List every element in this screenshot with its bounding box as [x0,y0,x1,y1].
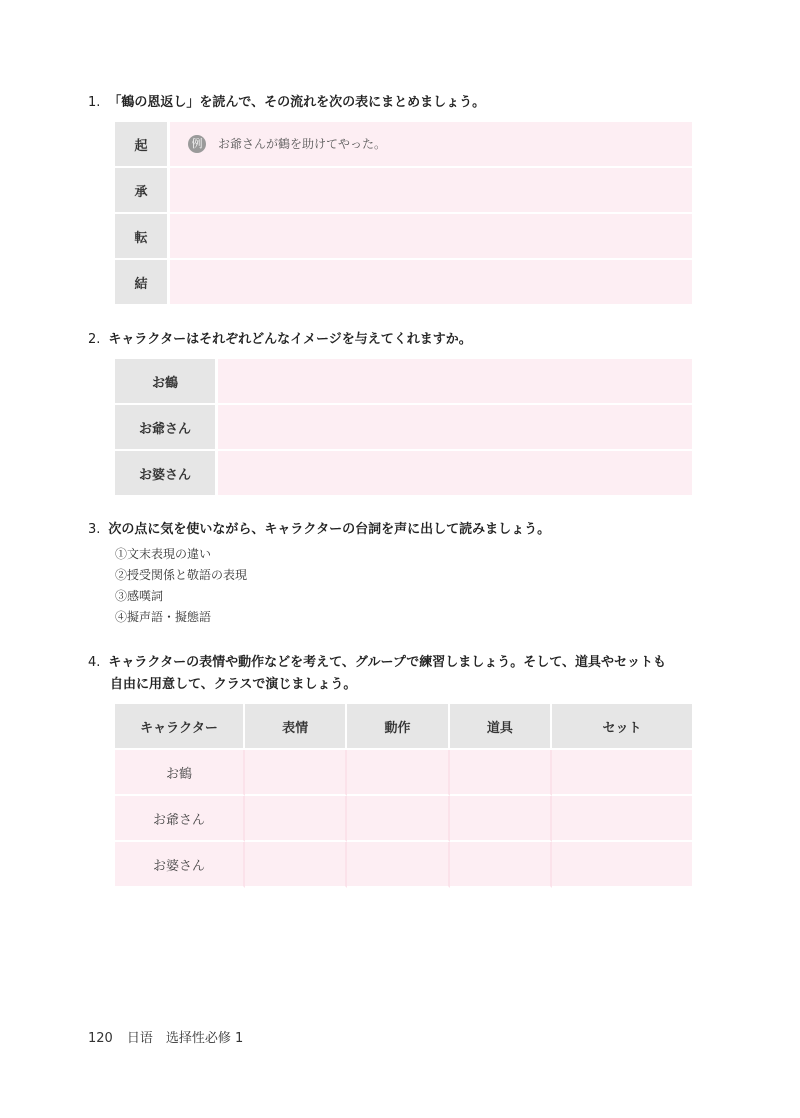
question-number: 2. [88,332,101,347]
answer-cell[interactable] [245,750,347,796]
answer-cell[interactable] [347,750,449,796]
question-text-line-1: キャラクターの表情や動作などを考えて、グループで練習しましょう。そして、道具やセットも [108,655,666,670]
table-row [115,122,692,168]
question-1 [88,94,485,112]
point-list [115,544,247,628]
table-row [115,451,692,497]
question-4 [88,654,708,694]
row-label: お鶴 [115,750,245,796]
answer-cell[interactable] [245,842,347,888]
example-text: お爺さんが鶴を助けてやった。 [218,136,387,151]
answer-cell[interactable] [218,451,692,497]
performance-table [115,704,692,888]
column-header: 表情 [245,704,347,750]
answer-cell[interactable] [552,750,692,796]
row-label: お婆さん [115,451,218,497]
question-2 [88,331,472,349]
row-label: お爺さん [115,405,218,451]
answer-cell[interactable] [170,122,692,168]
question-text: 次の点に気を使いながら、キャラクターの台詞を声に出して読みましょう。 [108,522,551,537]
answer-cell[interactable] [245,796,347,842]
question-text: 「鶴の恩返し」を読んで、その流れを次の表にまとめましょう。 [108,95,486,110]
answer-cell[interactable] [552,796,692,842]
row-label: 転 [115,214,170,260]
table-header-row [115,704,692,750]
row-label: お爺さん [115,796,245,842]
answer-cell[interactable] [170,260,692,306]
list-item: ①文末表現の違い [115,547,212,561]
list-item: ④擬声語・擬態語 [115,610,212,624]
answer-cell[interactable] [347,842,449,888]
table-row [115,842,692,888]
question-text: キャラクターはそれぞれどんなイメージを与えてくれますか。 [108,332,472,347]
column-header: 道具 [450,704,552,750]
row-label: お鶴 [115,359,218,405]
answer-cell[interactable] [170,214,692,260]
table-row [115,750,692,796]
answer-cell[interactable] [450,750,552,796]
row-label: 結 [115,260,170,306]
story-flow-table [115,122,692,306]
list-item: ②授受関係と敬語の表現 [115,568,248,582]
column-header: セット [552,704,692,750]
answer-cell[interactable] [552,842,692,888]
answer-cell[interactable] [450,796,552,842]
answer-cell[interactable] [218,405,692,451]
row-label: 承 [115,168,170,214]
table-row [115,359,692,405]
column-header: キャラクター [115,704,245,750]
page-footer [88,1027,243,1046]
column-header: 動作 [347,704,449,750]
question-number: 1. [88,95,101,110]
table-row [115,260,692,306]
answer-cell[interactable] [347,796,449,842]
question-number: 4. [88,655,101,670]
row-label: 起 [115,122,170,168]
question-text-line-2: 自由に用意して、クラスで演じましょう。 [110,677,357,692]
answer-cell[interactable] [218,359,692,405]
question-3 [88,521,550,539]
table-row [115,168,692,214]
book-title: 日语 选择性必修 1 [126,1031,244,1046]
question-number: 3. [88,522,101,537]
table-row [115,796,692,842]
table-row [115,214,692,260]
table-row [115,405,692,451]
row-label: お婆さん [115,842,245,888]
character-image-table [115,359,692,497]
list-item: ③感嘆詞 [115,589,164,603]
answer-cell[interactable] [450,842,552,888]
answer-cell[interactable] [170,168,692,214]
page-number: 120 [88,1031,113,1046]
example-badge: 例 [188,135,206,153]
